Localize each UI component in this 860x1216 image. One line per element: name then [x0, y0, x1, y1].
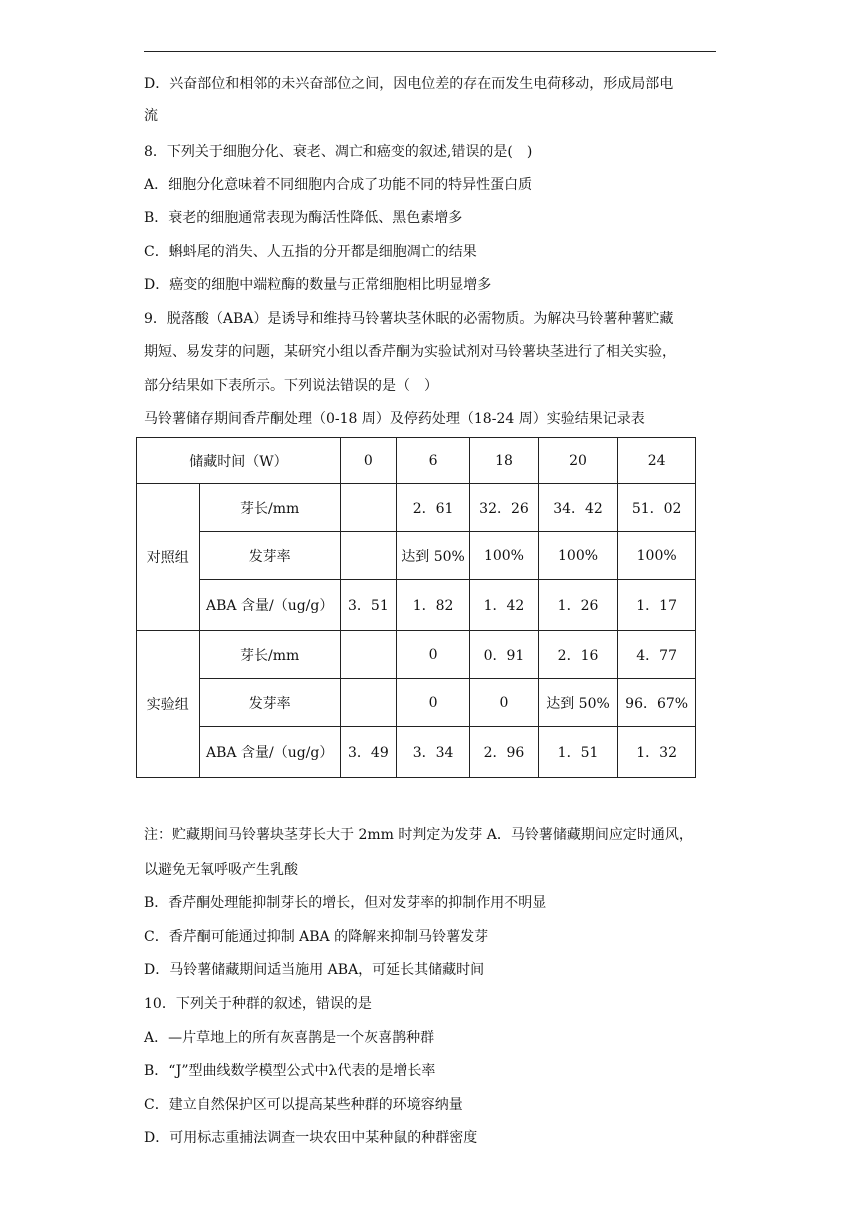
q9-stem-2: 期短、易发芽的问题，某研究小组以香芹酮为实验试剂对马铃薯块茎进行了相关实验，: [144, 344, 676, 360]
row-label-cell: 发芽率: [199, 532, 340, 580]
value-cell: 0: [396, 631, 469, 679]
value-cell: [340, 679, 396, 727]
q8-option-b: B．衰老的细胞通常表现为酶活性降低、黑色素增多: [144, 210, 463, 226]
value-cell: 0: [396, 679, 469, 727]
value-cell: 达到 50%: [538, 679, 618, 727]
table-row: [137, 532, 696, 580]
value-cell: 0．91: [470, 631, 539, 679]
q10-stem: 10．下列关于种群的叙述，错误的是: [144, 996, 372, 1012]
q8-option-d: D．癌变的细胞中端粒酶的数量与正常细胞相比明显增多: [144, 277, 492, 293]
q9-option-d: D．马铃薯储藏期间适当施用 ABA，可延长其储藏时间: [144, 962, 485, 978]
header-rule: [144, 51, 716, 52]
table-caption: 马铃薯储存期间香芹酮处理（0-18 周）及停药处理（18-24 周）实验结果记录表: [144, 411, 645, 427]
row-label-cell: 发芽率: [199, 679, 340, 727]
value-cell: 3．34: [396, 727, 469, 778]
value-cell: 4．77: [618, 631, 696, 679]
value-cell: 1．82: [396, 580, 469, 631]
table-header-row: [137, 438, 696, 484]
table-row: [137, 679, 696, 727]
q10-option-c: C．建立自然保护区可以提高某些种群的环境容纳量: [144, 1097, 463, 1113]
row-label-cell: ABA 含量/（ug/g）: [199, 727, 340, 778]
q8-option-a: A．细胞分化意味着不同细胞内合成了功能不同的特异性蛋白质: [144, 177, 533, 193]
value-cell: 1．42: [470, 580, 539, 631]
value-cell: 3．49: [340, 727, 396, 778]
q9-stem-1: 9．脱落酸（ABA）是诱导和维持马铃薯块茎休眠的必需物质。为解决马铃薯种薯贮藏: [144, 311, 674, 327]
header-label-cell: 储藏时间（W）: [137, 438, 341, 484]
week-cell: 18: [470, 438, 539, 484]
value-cell: 34．42: [538, 484, 618, 532]
week-cell: 24: [618, 438, 696, 484]
value-cell: 0: [470, 679, 539, 727]
table-row: [137, 580, 696, 631]
value-cell: 2．16: [538, 631, 618, 679]
row-label-cell: 芽长/mm: [199, 484, 340, 532]
value-cell: 96．67%: [618, 679, 696, 727]
q7-option-d: D．兴奋部位和相邻的未兴奋部位之间，因电位差的存在而发生电荷移动，形成局部电: [144, 76, 674, 92]
week-cell: 20: [538, 438, 618, 484]
week-cell: 0: [340, 438, 396, 484]
q9-stem-3: 部分结果如下表所示。下列说法错误的是（ ）: [144, 378, 438, 394]
group-label-cell: 对照组: [137, 484, 200, 631]
value-cell: 达到 50%: [396, 532, 469, 580]
table-note-2: 以避免无氧呼吸产生乳酸: [144, 862, 298, 878]
q7-option-d-cont: 流: [144, 108, 158, 124]
value-cell: 2．96: [470, 727, 539, 778]
week-cell: 6: [396, 438, 469, 484]
value-cell: 100%: [618, 532, 696, 580]
value-cell: 1．26: [538, 580, 618, 631]
group-label-cell: 实验组: [137, 631, 200, 778]
results-table: [136, 437, 696, 778]
value-cell: 3．51: [340, 580, 396, 631]
q10-option-b: B．“J”型曲线数学模型公式中λ代表的是增长率: [144, 1063, 436, 1079]
value-cell: 1．17: [618, 580, 696, 631]
value-cell: 100%: [538, 532, 618, 580]
q10-option-a: A．—片草地上的所有灰喜鹊是一个灰喜鹊种群: [144, 1030, 435, 1046]
value-cell: [340, 484, 396, 532]
row-label-cell: ABA 含量/（ug/g）: [199, 580, 340, 631]
q10-option-d: D．可用标志重捕法调查一块农田中某种鼠的种群密度: [144, 1130, 478, 1146]
table-row: [137, 484, 696, 532]
value-cell: 100%: [470, 532, 539, 580]
row-label-cell: 芽长/mm: [199, 631, 340, 679]
value-cell: 51．02: [618, 484, 696, 532]
q9-option-c: C．香芹酮可能通过抑制 ABA 的降解来抑制马铃薯发芽: [144, 929, 489, 945]
value-cell: 1．32: [618, 727, 696, 778]
table-note-1: 注：贮藏期间马铃薯块茎芽长大于 2mm 时判定为发芽 A．马铃薯储藏期间应定时通风，: [144, 827, 693, 843]
q9-option-b: B．香芹酮处理能抑制芽长的增长，但对发芽率的抑制作用不明显: [144, 895, 547, 911]
value-cell: [340, 631, 396, 679]
q8-option-c: C．蝌蚪尾的消失、人五指的分开都是细胞凋亡的结果: [144, 244, 477, 260]
value-cell: 2．61: [396, 484, 469, 532]
table-row: [137, 727, 696, 778]
q8-stem: 8．下列关于细胞分化、衰老、凋亡和癌变的叙述,错误的是( ): [144, 144, 533, 160]
table-row: [137, 631, 696, 679]
value-cell: 32．26: [470, 484, 539, 532]
value-cell: [340, 532, 396, 580]
value-cell: 1．51: [538, 727, 618, 778]
